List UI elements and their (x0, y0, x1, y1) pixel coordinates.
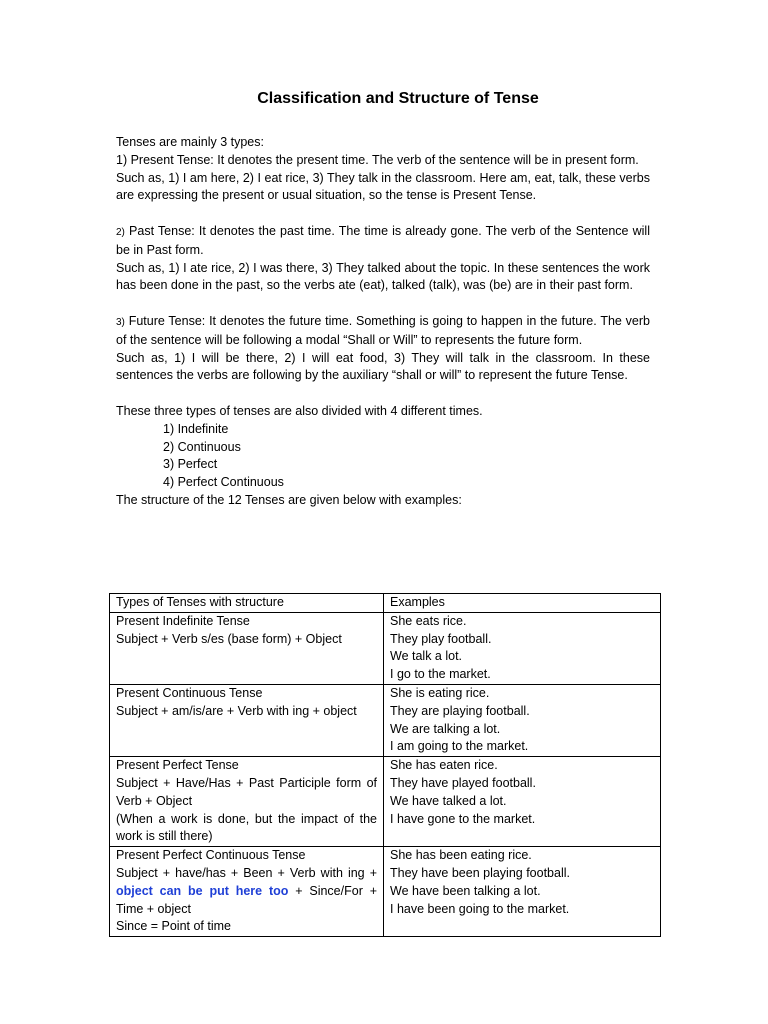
future-definition: Future Tense: It denotes the future time. Something is going to happen in the future. The verb of the sentence will be following a modal “Shall or Will” to represents the future form. (116, 313, 650, 347)
example-line: They have played football. (390, 775, 536, 790)
example-line: We have talked a lot. (390, 793, 507, 808)
tense-name: Present Indefinite Tense (116, 613, 250, 628)
intro-text: Tenses are mainly 3 types: (116, 135, 264, 149)
past-definition: Past Tense: It denotes the past time. The time is already gone. The verb of the Sentence will be in Past form. (116, 223, 650, 257)
list-item: 4) Perfect Continuous (163, 475, 284, 490)
list-item: 3) Perfect (163, 457, 218, 472)
future-paragraph (116, 313, 650, 350)
present-example: Such as, 1) I am here, 2) I eat rice, 3) They talk in the classroom. Here am, eat, talk, these verbs are expressing the present or usual situation, so the tense is Present Tense. (116, 170, 650, 203)
example-line: We have been talking a lot. (390, 883, 541, 898)
table-intro: The structure of the 12 Tenses are given below with examples: (116, 492, 462, 507)
tense-structure: Subject + Verb s/es (base form) + Object (116, 631, 342, 646)
tense-cell (110, 847, 384, 937)
tense-note: (When a work is done, but the impact of the work is still there) (116, 811, 377, 844)
times-intro: These three types of tenses are also divided with 4 different times. (116, 403, 483, 418)
example-line: I have gone to the market. (390, 811, 536, 826)
example-line: I am going to the market. (390, 739, 529, 754)
page-title: Classification and Structure of Tense (257, 90, 539, 107)
example-line: They are playing football. (390, 703, 530, 718)
examples-cell (384, 684, 661, 756)
present-definition: 1) Present Tense: It denotes the present time. The verb of the sentence will be in present form. (116, 152, 639, 167)
tense-structure: Subject + am/is/are + Verb with ing + object (116, 703, 357, 718)
example-line: She eats rice. (390, 613, 467, 628)
examples-cell (384, 847, 661, 937)
tense-structure (116, 865, 377, 918)
example-line: She is eating rice. (390, 685, 490, 700)
tense-name: Present Continuous Tense (116, 685, 263, 700)
tense-cell (110, 757, 384, 847)
past-example: Such as, 1) I ate rice, 2) I was there, 3) They talked about the topic. In these sentences the work has been done in the past, so the verbs ate (eat), talked (talk), was (be) are in their past form. (116, 260, 650, 293)
tenses-table (109, 593, 661, 937)
example-line: I have been going to the market. (390, 901, 570, 916)
example-line: They have been playing football. (390, 865, 570, 880)
tense-name: Present Perfect Tense (116, 758, 239, 773)
tense-name: Present Perfect Continuous Tense (116, 848, 306, 863)
tense-note: Since = Point of time (116, 919, 231, 934)
table-row (110, 684, 661, 756)
example-line: I go to the market. (390, 667, 491, 682)
past-number: 2) (116, 226, 125, 238)
structure-end: + Since/For + Time + object (116, 883, 377, 916)
structure-highlight: object can be put here too (116, 883, 289, 898)
list-item: 1) Indefinite (163, 421, 229, 436)
document-body (116, 88, 650, 510)
header-types: Types of Tenses with structure (110, 594, 384, 613)
times-list (116, 421, 650, 492)
table-row (110, 847, 661, 937)
tense-structure: Subject + Have/Has + Past Participle form of Verb + Object (116, 775, 377, 808)
example-line: We talk a lot. (390, 649, 463, 664)
example-line: They play football. (390, 631, 492, 646)
future-number: 3) (116, 316, 125, 328)
tense-cell (110, 612, 384, 684)
example-line: We are talking a lot. (390, 721, 501, 736)
tense-cell (110, 684, 384, 756)
future-example: Such as, 1) I will be there, 2) I will eat food, 3) They will talk in the classroom. In these sentences the verbs are following by the auxiliary “shall or will” to represent the future Tense. (116, 350, 650, 383)
list-item: 2) Continuous (163, 439, 241, 454)
table-row (110, 757, 661, 847)
example-line: She has eaten rice. (390, 758, 498, 773)
example-line: She has been eating rice. (390, 848, 532, 863)
table-header-row (110, 594, 661, 613)
examples-cell (384, 612, 661, 684)
structure-start: Subject + have/has + Been + Verb with ing + (116, 865, 377, 880)
examples-cell (384, 757, 661, 847)
table-row (110, 612, 661, 684)
header-examples: Examples (384, 594, 661, 613)
past-paragraph (116, 223, 650, 260)
